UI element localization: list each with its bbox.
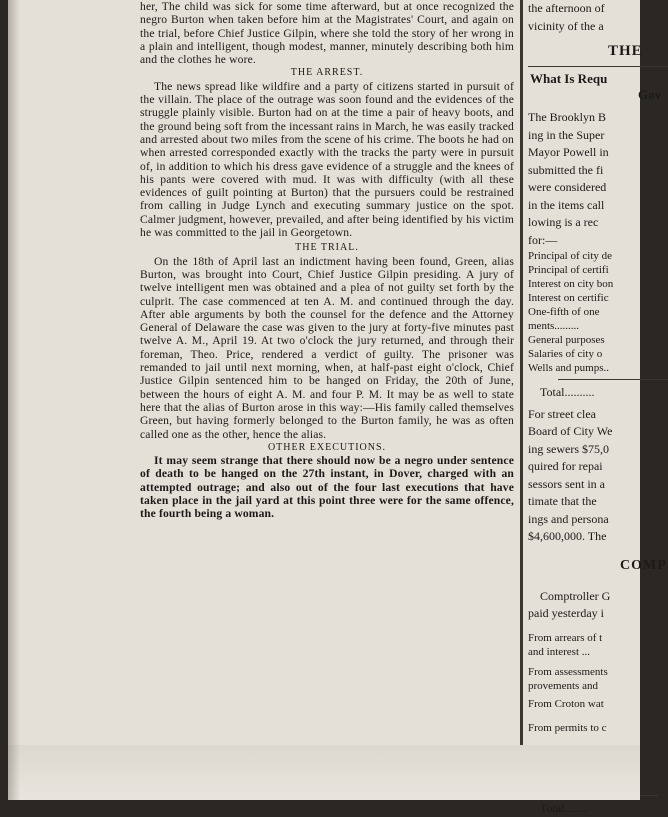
right-body-line: lowing is a rec: [528, 214, 658, 232]
right-body-line: $4,600,000. The: [528, 528, 658, 546]
right-heading-the: THE: [528, 43, 658, 60]
column-rule: [520, 0, 523, 745]
right-item-line: Salaries of city o: [528, 347, 658, 361]
paragraph-trial: On the 18th of April last an indictment having been found, Green, alias Burton, was brought into Court, Chief Justice Gilpin presiding. A jury of twelve intelligent men was obtained and a plea of not guilty set forth by the culprit. The case commenced at ten A. M. and continued through the day. After able arguments by both the counsel for the defence and the Attorney General of Delaware the case was given to the jury at forty-five minutes past twelve A. M., April 19. At two o'clock the jury returned, and through their foreman, Theo. Price, rendered a verdict of guilty. The prisoner was remanded to jail until next morning, when, at half-past eight o'clock, Chief Justice Gilpin sentenced him to be hanged on Friday, the 20th of June, between the hours of eight A. M. and four P. M. It may be as well to state here that the alias of Burton arose in this way:—His family called themselves Green, but having formerly belonged to the Burton family, he was as often called one as the other, hence the alias.: [140, 255, 514, 441]
right-item-line: Wells and pumps..: [528, 361, 658, 375]
right-body-line: quired for repai: [528, 458, 658, 476]
right-body-line: For street clea: [528, 406, 658, 424]
right-item-line: Interest on city bon: [528, 277, 658, 291]
right-item-line: Principal of certifi: [528, 263, 658, 277]
subheading-trial: THE TRIAL.: [140, 241, 514, 254]
right-body-line: ing sewers $75,0: [528, 441, 658, 459]
right-heading-gov: Gov: [528, 87, 658, 103]
right-item-line: One-fifth of one: [528, 305, 658, 319]
right-body-line: ings and persona: [528, 511, 658, 529]
right-total: Total..........: [528, 384, 658, 402]
subheading-arrest: THE ARREST.: [140, 66, 514, 79]
right-body-line: sessors sent in a: [528, 476, 658, 494]
page-margin-bottom: [8, 745, 640, 800]
right-item-line: From arrears of t: [528, 631, 658, 645]
right-body-line: The Brooklyn B: [528, 109, 658, 127]
adjacent-column: [528, 0, 658, 745]
right-body-line: ing in the Super: [528, 127, 658, 145]
right-body-line: in the items call: [528, 197, 658, 215]
right-item-line: Principal of city de: [528, 249, 658, 263]
subheading-other-executions: OTHER EXECUTIONS.: [140, 441, 514, 454]
right-body-line: Board of City We: [528, 423, 658, 441]
right-item-line: provements and: [528, 679, 658, 693]
right-item-line: General purposes: [528, 333, 658, 347]
right-line-1: the afternoon of: [528, 0, 658, 18]
right-item-line: From assessments: [528, 665, 658, 679]
right-divider: [528, 66, 668, 67]
right-body-line: Mayor Powell in: [528, 144, 658, 162]
right-total: Total........: [528, 800, 658, 817]
right-heading-what-is-required: What Is Requ: [528, 71, 658, 87]
paragraph-victim-identification: her, The child was sick for some time afterward, but at once recognized the negro Burton when taken before him at the Magistrates' Court, and again on the trial, before Chief Justice Gilpin, where she told the story of her wrong in a plain and intelligent, though modest, manner, minutely describing both him and the clothes he wore.: [140, 0, 514, 66]
right-body-line: submitted the fi: [528, 162, 658, 180]
right-item-line: From Croton wat: [528, 697, 658, 711]
right-heading-comptroller: COMP: [528, 558, 658, 574]
right-body-line: paid yesterday i: [528, 605, 658, 623]
article-column: [140, 0, 514, 745]
right-item-line: From permits to c: [528, 721, 658, 735]
right-body-line: for:—: [528, 232, 658, 250]
paragraph-other-executions: It may seem strange that there should now be a negro under sentence of death to be hanged on the 27th instant, in Dover, charged with an attempted outrage; and also out of the four last executions that have taken place in the jail yard at this point three were for the same offence, the fourth being a woman.: [140, 454, 514, 520]
newspaper-page: [8, 0, 640, 800]
right-body-line: were considered: [528, 179, 658, 197]
right-item-line: Interest on certific: [528, 291, 658, 305]
right-body-line: timate that the: [528, 493, 658, 511]
paragraph-arrest: The news spread like wildfire and a party of citizens started in pursuit of the villain. The place of the outrage was soon found and the evidences of the struggle plainly visible. Burton had on at the time a pair of heavy boots, and the ground being soft from the incessant rains in March, he was easily tracked and arrested about two miles from the scene of his crime. The boots he had on when arrested corresponded exactly with the tracks the party were in pursuit of, in addition to which his dress gave evidence of a struggle and the knees of his pants were covered with mud. It was with difficulty (with all these evidences of guilt pointing at Burton) that the pursuers could be restrained from calling in Judge Lynch and executing summary justice on the spot. Calmer judgment, however, prevailed, and after being identified by his victim he was committed to the jail in Georgetown.: [140, 80, 514, 240]
right-body-line: Comptroller G: [528, 588, 658, 606]
right-total-rule: [558, 379, 668, 380]
right-line-2: vicinity of the a: [528, 18, 658, 36]
right-item-line: ments.........: [528, 319, 658, 333]
right-item-line: and interest ...: [528, 645, 658, 659]
